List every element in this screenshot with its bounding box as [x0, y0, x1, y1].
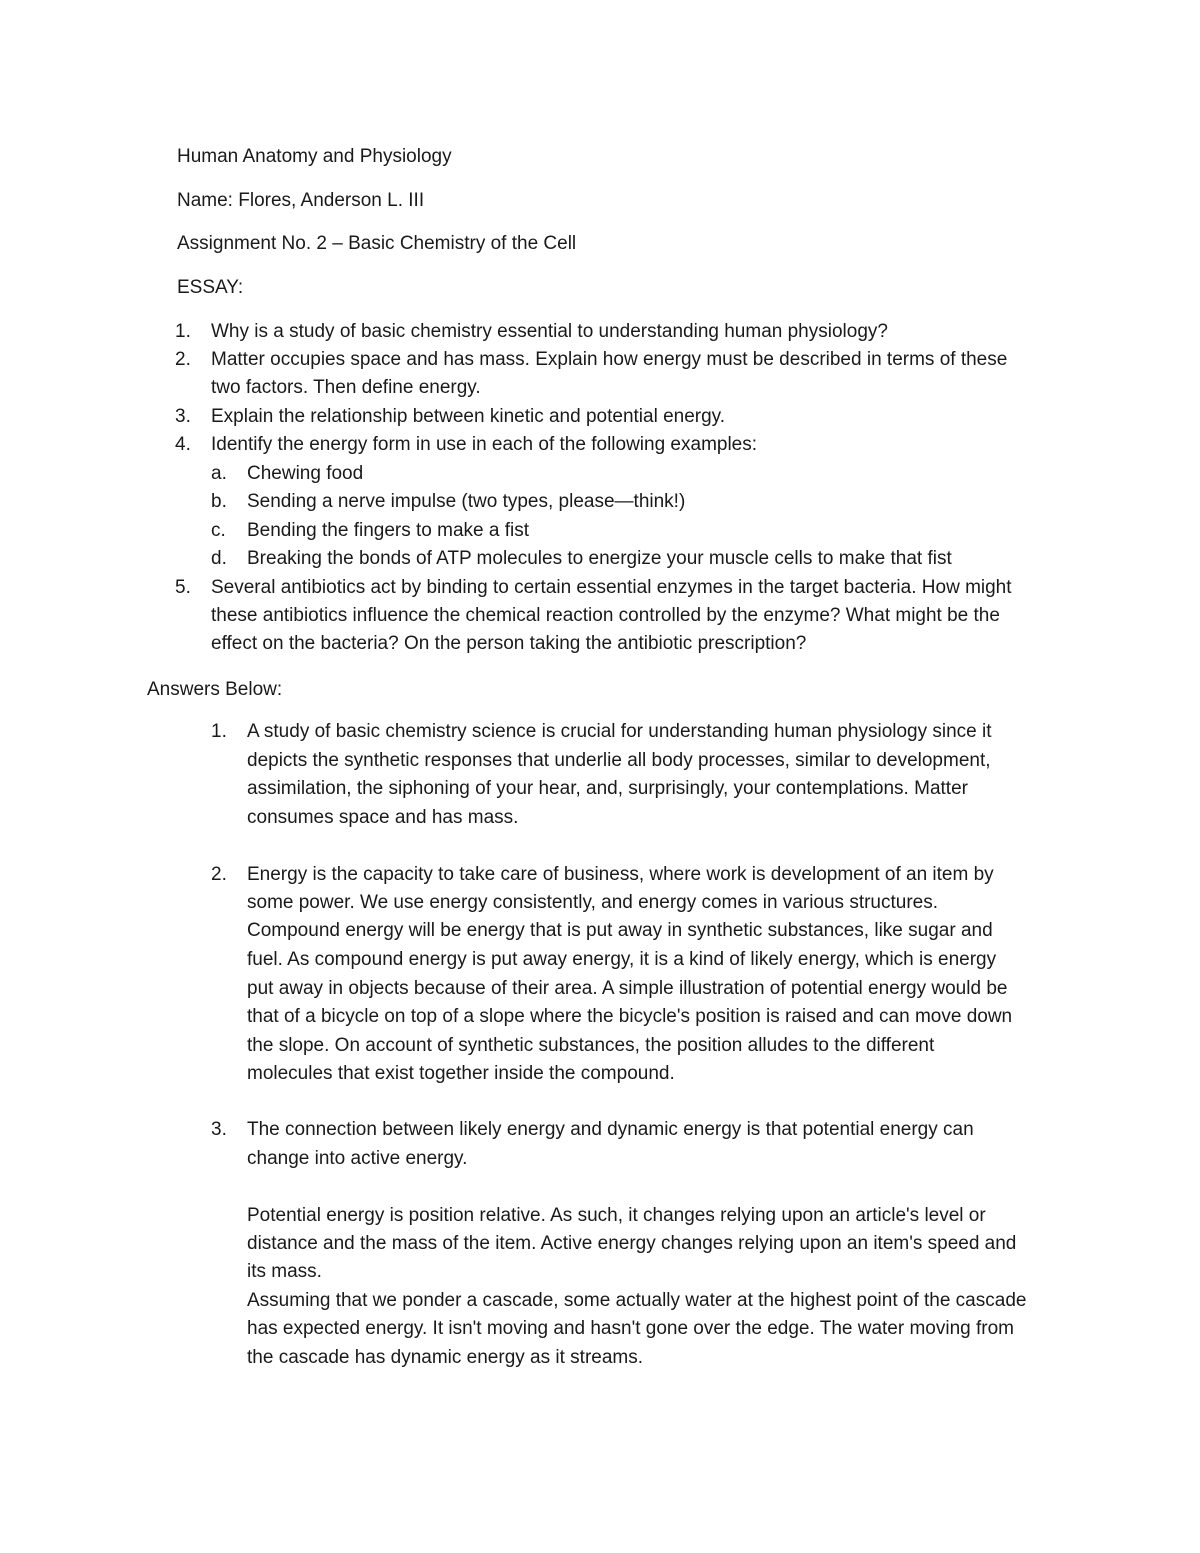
question-text: Explain the relationship between kinetic and potential energy. [211, 406, 726, 427]
answer-text: Assuming that we ponder a cascade, some actually water at the highest point of the cascade [247, 1290, 1027, 1311]
question-text: Several antibiotics act by binding to certain essential enzymes in the target bacteria. How might [211, 577, 1012, 598]
question-number: 5. [175, 577, 191, 598]
question-text: two factors. Then define energy. [211, 377, 481, 398]
question-text: Matter occupies space and has mass. Explain how energy must be described in terms of these [211, 349, 1008, 370]
question-text: Why is a study of basic chemistry essential to understanding human physiology? [211, 321, 888, 342]
answer-text: that of a bicycle on top of a slope where the bicycle's position is raised and can move down [247, 1006, 1013, 1027]
subitem-letter: d. [211, 548, 227, 569]
assignment-title: Assignment No. 2 – Basic Chemistry of the Cell [177, 233, 577, 254]
question-number: 3. [175, 406, 191, 427]
answer-text: A study of basic chemistry science is crucial for understanding human physiology since it [247, 721, 992, 742]
question-number: 4. [175, 434, 191, 455]
answer-text: Potential energy is position relative. As such, it changes relying upon an article's level or [247, 1205, 986, 1226]
question-number: 1. [175, 321, 191, 342]
answer-text: depicts the synthetic responses that underlie all body processes, similar to development, [247, 750, 991, 771]
subitem-text: Bending the fingers to make a fist [247, 520, 529, 541]
answer-text: Energy is the capacity to take care of business, where work is development of an item by [247, 864, 994, 885]
question-text: Identify the energy form in use in each of the following examples: [211, 434, 758, 455]
answer-number: 3. [211, 1119, 227, 1140]
answer-text: has expected energy. It isn't moving and hasn't gone over the edge. The water moving from [247, 1318, 1014, 1339]
answer-text: its mass. [247, 1261, 322, 1282]
subitem-text: Sending a nerve impulse (two types, please—think!) [247, 491, 686, 512]
answer-text: Compound energy will be energy that is put away in synthetic substances, like sugar and [247, 920, 993, 941]
answer-number: 2. [211, 864, 227, 885]
answer-text: the slope. On account of synthetic substances, the position alludes to the different [247, 1035, 935, 1056]
question-text: these antibiotics influence the chemical reaction controlled by the enzyme? What might be the [211, 605, 1000, 626]
subitem-text: Breaking the bonds of ATP molecules to energize your muscle cells to make that fist [247, 548, 952, 569]
question-text: effect on the bacteria? On the person taking the antibiotic prescription? [211, 633, 807, 654]
answer-text: molecules that exist together inside the compound. [247, 1063, 675, 1084]
answer-text: assimilation, the siphoning of your hear, and, surprisingly, your contemplations. Matter [247, 778, 968, 799]
answer-text: distance and the mass of the item. Active energy changes relying upon an item's speed and [247, 1233, 1017, 1254]
course-title: Human Anatomy and Physiology [177, 146, 452, 167]
section-label: ESSAY: [177, 277, 244, 298]
answer-text: consumes space and has mass. [247, 807, 519, 828]
subitem-letter: c. [211, 520, 226, 541]
answer-text: some power. We use energy consistently, and energy comes in various structures. [247, 892, 939, 913]
answer-text: The connection between likely energy and dynamic energy is that potential energy can [247, 1119, 974, 1140]
answer-text: put away in objects because of their area. A simple illustration of potential energy would be [247, 978, 1008, 999]
subitem-letter: b. [211, 491, 227, 512]
subitem-text: Chewing food [247, 463, 364, 484]
answer-number: 1. [211, 721, 227, 742]
answer-text: fuel. As compound energy is put away energy, it is a kind of likely energy, which is energy [247, 949, 997, 970]
answer-text: the cascade has dynamic energy as it streams. [247, 1347, 644, 1368]
answers-heading: Answers Below: [147, 679, 283, 700]
subitem-letter: a. [211, 463, 227, 484]
question-number: 2. [175, 349, 191, 370]
student-name: Name: Flores, Anderson L. III [177, 190, 425, 211]
answer-text: change into active energy. [247, 1148, 468, 1169]
